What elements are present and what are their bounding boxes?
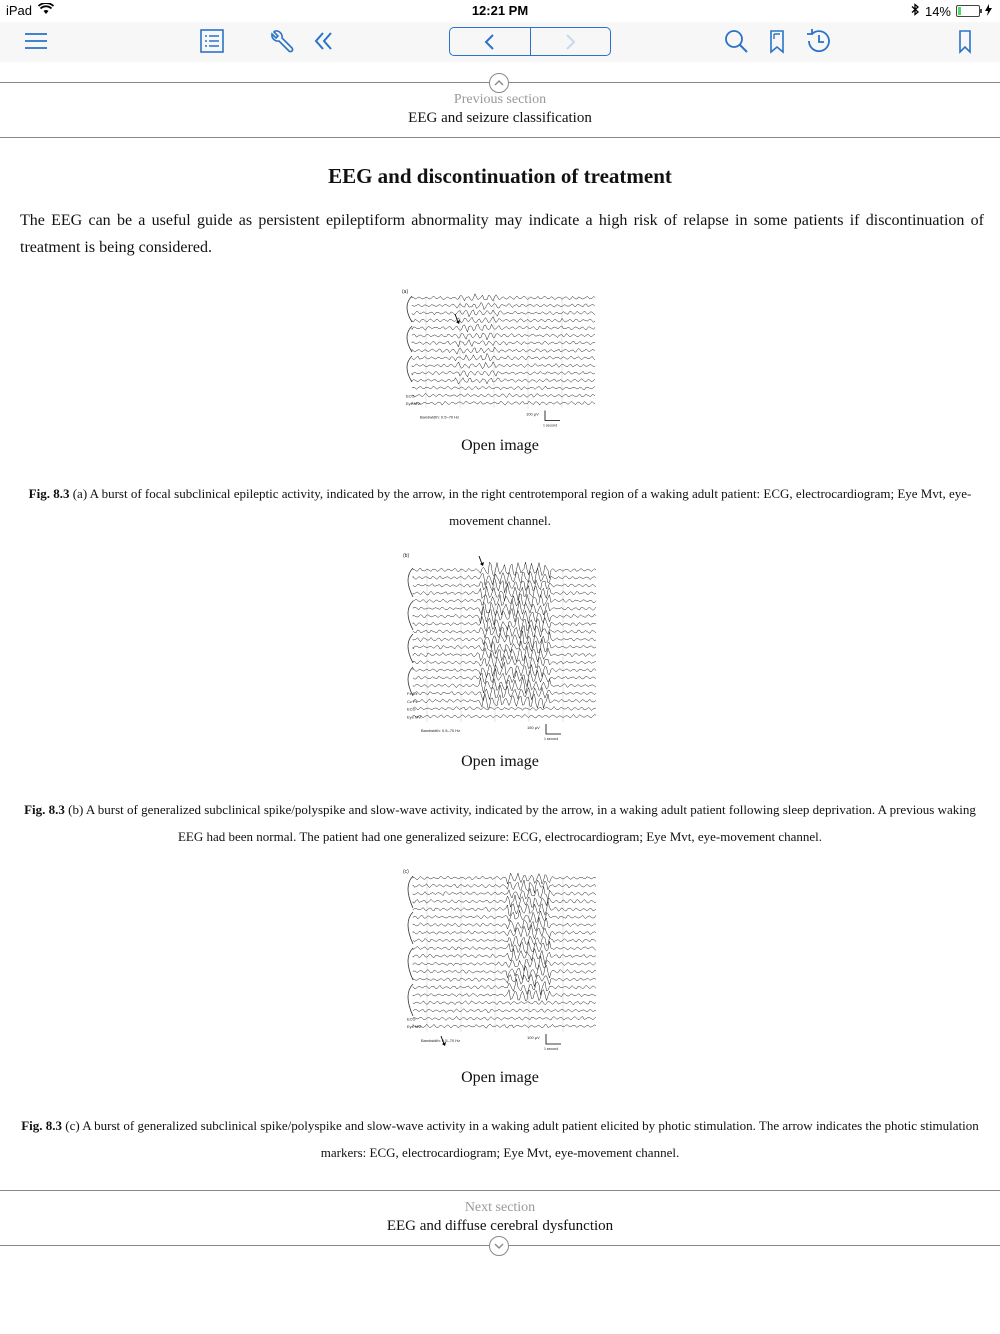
- previous-section-label: Previous section: [453, 92, 547, 107]
- eeg-trace: [412, 353, 595, 360]
- eeg-trace: [413, 1016, 596, 1020]
- arrow-marker: [479, 556, 482, 564]
- next-section-label: Next section: [464, 1200, 536, 1215]
- section-title: EEG and discontinuation of treatment: [328, 164, 672, 188]
- scale-amplitude-label: 100 µV: [526, 411, 539, 417]
- divider: [0, 137, 1000, 138]
- scale-amplitude-label: 150 µV: [527, 725, 540, 730]
- next-section-link[interactable]: [0, 1200, 1000, 1235]
- eeg-trace: [413, 873, 596, 884]
- channel-label: Cz Pz: [407, 698, 418, 704]
- body-paragraph: The EEG can be a useful guide as persistent epileptiform abnormality may indicate a high risk of relapse in some patients if discontinuation of treatment is being considered.: [20, 212, 984, 256]
- history-icon[interactable]: [803, 26, 833, 56]
- eeg-trace: [413, 948, 596, 964]
- arrow-head: [480, 562, 484, 566]
- eeg-trace: [412, 310, 595, 317]
- eeg-trace: [413, 594, 596, 607]
- eeg-trace: [412, 317, 595, 323]
- eeg-trace: [413, 974, 596, 987]
- eeg-trace: [413, 925, 596, 939]
- channel-label: Eye Mvt: [407, 714, 422, 720]
- caption-text: (a) A burst of focal subclinical epileptic activity, indicated by the arrow, in the right centrotemporal region of a waking adult patient: ECG, electrocardiogram; Eye Mvt, eye-movement channel.: [72, 486, 972, 528]
- eeg-trace: [413, 941, 596, 953]
- eeg-trace: [412, 362, 595, 369]
- montage-bracket: [407, 326, 412, 352]
- eeg-trace: [413, 910, 596, 922]
- panel-label: (c): [403, 869, 409, 875]
- chevron-left-icon[interactable]: [450, 28, 530, 55]
- caption-label: Fig. 8.3: [28, 486, 70, 501]
- device-name: iPad: [6, 3, 33, 18]
- channel-label: Eye Mvt: [406, 401, 421, 406]
- eeg-trace: [413, 668, 596, 687]
- scale-bar: [546, 1034, 561, 1044]
- channel-label: ECG: [406, 393, 415, 399]
- reader-toolbar: [0, 22, 1000, 62]
- battery-icon: [956, 5, 980, 17]
- montage-bracket: [408, 912, 413, 944]
- panel-label: (b): [403, 553, 410, 559]
- montage-bracket: [408, 634, 413, 663]
- eeg-trace: [412, 393, 595, 397]
- eeg-trace: [412, 401, 595, 405]
- eeg-trace: [413, 562, 596, 578]
- chevron-right-icon[interactable]: [531, 28, 611, 55]
- eeg-trace: [413, 662, 596, 678]
- caption-text: (c) A burst of generalized subclinical spike/polyspike and slow-wave activity in a waking adult patient elicited by photic stimulation. The arrow indicates the photic stimulation markers: ECG, electrocardiogram; Eye Mvt, eye-movement channel.: [65, 1118, 979, 1160]
- eeg-trace: [413, 617, 596, 633]
- wrench-icon[interactable]: [267, 26, 297, 56]
- channel-label: ECG: [407, 706, 416, 712]
- figure-caption: [20, 1112, 980, 1166]
- eeg-figure-a[interactable]: [400, 286, 600, 434]
- list-icon[interactable]: [197, 26, 227, 56]
- search-icon[interactable]: [721, 26, 751, 56]
- clock: 12:21 PM: [471, 3, 529, 18]
- caption-label: Fig. 8.3: [21, 1118, 63, 1133]
- eeg-trace: [412, 347, 595, 354]
- scale-bar: [545, 411, 560, 421]
- channel-label: Eye Mvt: [407, 1024, 422, 1030]
- eeg-trace: [412, 302, 595, 309]
- montage-bracket: [408, 984, 413, 1016]
- eeg-trace: [413, 886, 596, 901]
- eeg-trace: [412, 324, 595, 332]
- bookmarks-icon[interactable]: [762, 26, 792, 56]
- double-chevron-left-icon[interactable]: [308, 26, 338, 56]
- scale-time-label: 1 second: [544, 1047, 559, 1051]
- charging-icon: [985, 4, 992, 19]
- caption-text: (b) A burst of generalized subclinical spike/polyspike and slow-wave activity, indicated by the arrow, in a waking adult patient following sleep deprivation. A previous waking EEG had been normal. The patient had one generalized seizure: ECG, electrocardiogram; Eye Mvt, eye-movement channel.: [68, 802, 976, 844]
- eeg-trace: [412, 294, 595, 301]
- montage-bracket: [408, 876, 413, 908]
- scale-amplitude-label: 100 µV: [527, 1035, 540, 1040]
- eeg-trace: [412, 333, 595, 340]
- previous-section-title: EEG and seizure classification: [408, 110, 592, 126]
- eeg-trace: [413, 685, 596, 701]
- bluetooth-icon: [911, 3, 920, 19]
- eeg-trace: [413, 568, 596, 585]
- eeg-trace: [413, 1009, 596, 1013]
- eeg-trace: [413, 578, 596, 593]
- scale-bar: [546, 724, 561, 734]
- bookmark-icon[interactable]: [950, 26, 980, 56]
- eeg-trace: [413, 917, 596, 932]
- bandwidth-label: Bandwidth: 0.5–70 Hz: [421, 728, 461, 733]
- eeg-trace: [413, 625, 596, 639]
- montage-bracket: [408, 948, 413, 980]
- eeg-trace: [413, 1001, 596, 1005]
- eeg-trace: [413, 1024, 596, 1028]
- eeg-trace: [413, 653, 596, 668]
- eeg-trace: [413, 990, 596, 1001]
- next-section-title: EEG and diffuse cerebral dysfunction: [386, 1218, 614, 1234]
- montage-bracket: [407, 356, 412, 382]
- previous-section-link[interactable]: [0, 92, 1000, 127]
- panel-label: (a): [402, 289, 409, 295]
- eeg-trace: [413, 901, 596, 915]
- open-image-link[interactable]: Open image: [461, 1069, 539, 1086]
- montage-bracket: [408, 568, 413, 597]
- open-image-link[interactable]: Open image: [461, 753, 539, 770]
- divider: [0, 1190, 1000, 1191]
- chevron-up-icon[interactable]: [489, 73, 509, 93]
- eeg-trace: [413, 965, 596, 980]
- eeg-trace: [412, 371, 595, 377]
- open-image-link[interactable]: Open image: [461, 437, 539, 454]
- scale-time-label: 1 second: [544, 737, 559, 741]
- eeg-trace: [413, 880, 596, 893]
- battery-percent: 14%: [924, 3, 951, 19]
- status-bar: [0, 0, 1000, 22]
- montage-bracket: [408, 601, 413, 630]
- eeg-trace: [413, 956, 596, 971]
- arrow-head: [456, 320, 460, 324]
- figure-caption: [20, 480, 980, 534]
- eeg-trace: [413, 936, 596, 947]
- eeg-trace: [412, 378, 595, 384]
- eeg-trace: [413, 707, 596, 711]
- eeg-figure-c[interactable]: [401, 866, 599, 1066]
- chevron-down-icon[interactable]: [489, 1236, 509, 1256]
- menu-icon[interactable]: [21, 26, 51, 56]
- montage-bracket: [407, 296, 412, 322]
- eeg-trace: [413, 607, 596, 626]
- eeg-trace: [413, 979, 596, 995]
- bandwidth-label: Bandwidth: 0.5–70 Hz: [421, 1038, 461, 1043]
- eeg-trace: [412, 386, 595, 390]
- bandwidth-label: Bandwidth: 0.5–70 Hz: [420, 414, 460, 420]
- eeg-figure-b[interactable]: [401, 550, 599, 750]
- page-nav-segment: [449, 27, 611, 56]
- eeg-trace: [413, 714, 596, 718]
- caption-label: Fig. 8.3: [24, 802, 65, 817]
- channel-label: Fz Cz: [407, 691, 418, 697]
- channel-label: ECG: [407, 1016, 416, 1022]
- figure-caption: [20, 796, 980, 850]
- eeg-trace: [412, 340, 595, 347]
- eeg-trace: [413, 677, 596, 693]
- eeg-trace: [413, 895, 596, 908]
- scale-time-label: 1 second: [543, 423, 558, 428]
